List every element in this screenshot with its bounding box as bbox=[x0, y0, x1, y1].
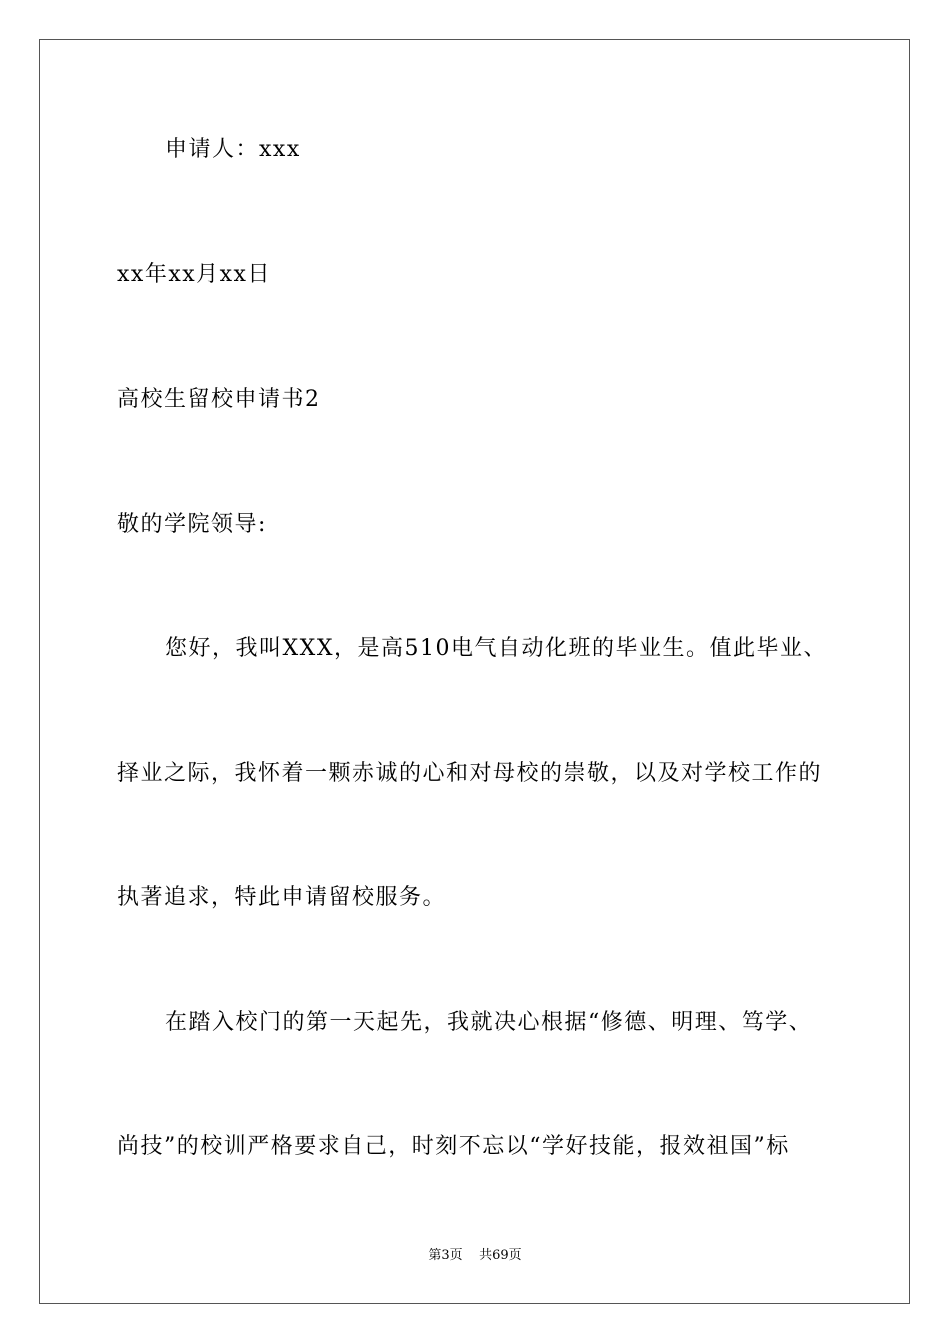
salutation: 敬的学院领导: bbox=[117, 512, 267, 537]
page-border bbox=[39, 39, 910, 1304]
applicant-signature: 申请人：xxx bbox=[165, 137, 301, 162]
signature-date: xx年xx月xx日 bbox=[117, 262, 271, 287]
paragraph-line: 执著追求，特此申请留校服务。 bbox=[117, 885, 447, 910]
paragraph-line: 择业之际，我怀着一颗赤诚的心和对母校的崇敬，以及对学校工作的 bbox=[117, 761, 823, 786]
section-title: 高校生留校申请书2 bbox=[117, 387, 321, 412]
page-number-footer: 第3页 共69页 bbox=[428, 1248, 522, 1263]
paragraph-line: 尚技”的校训严格要求自己，时刻不忘以“学好技能，报效祖国”标 bbox=[117, 1134, 790, 1159]
paragraph-line: 您好，我叫XXX，是高510电气自动化班的毕业生。值此毕业、 bbox=[165, 636, 827, 661]
paragraph-line: 在踏入校门的第一天起先，我就决心根据“修德、明理、笃学、 bbox=[165, 1010, 813, 1035]
